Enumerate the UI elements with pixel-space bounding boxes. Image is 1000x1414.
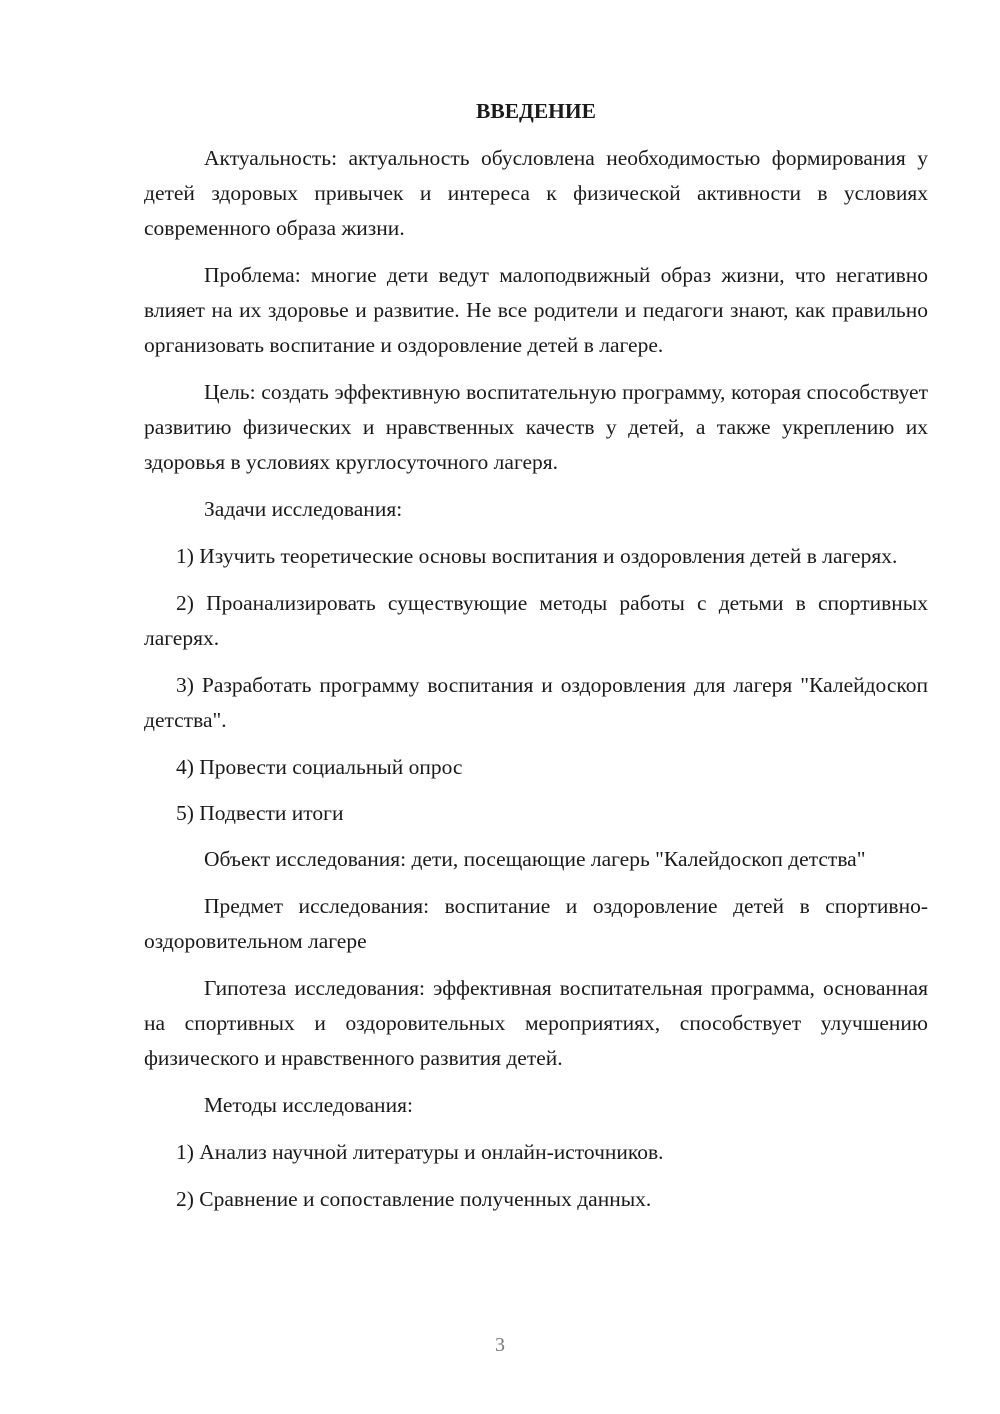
object-paragraph: Объект исследования: дети, посещающие лагерь "Калейдоскоп детства" <box>204 847 866 871</box>
hypothesis-paragraph: Гипотеза исследования: эффективная воспитательная программа, основанная на спортивных и оздоровительных мероприятиях, способствует улучшению физического и нравственного развития детей. <box>144 976 928 1070</box>
task-item-4: 4) Провести социальный опрос <box>176 755 463 779</box>
task-item-2: 2) Проанализировать существующие методы работы с детьми в спортивных лагерях. <box>144 591 928 650</box>
task-item-5: 5) Подвести итоги <box>176 801 344 825</box>
relevance-paragraph: Актуальность: актуальность обусловлена необходимостью формирования у детей здоровых привычек и интереса к физической активности в условиях современного образа жизни. <box>144 146 928 240</box>
task-item-1: 1) Изучить теоретические основы воспитания и оздоровления детей в лагерях. <box>176 544 898 568</box>
page-number: 3 <box>495 1334 505 1356</box>
problem-paragraph: Проблема: многие дети ведут малоподвижный образ жизни, что негативно влияет на их здоровье и развитие. Не все родители и педагоги знают, как правильно организовать воспитание и оздоровление детей в лагере. <box>144 263 928 357</box>
method-item-2: 2) Сравнение и сопоставление полученных данных. <box>176 1187 652 1211</box>
section-heading: ВВЕДЕНИЕ <box>476 99 596 123</box>
goal-paragraph: Цель: создать эффективную воспитательную программу, которая способствует развитию физических и нравственных качеств у детей, а также укреплению их здоровья в условиях круглосуточного лагеря. <box>144 380 928 474</box>
methods-title: Методы исследования: <box>204 1093 413 1117</box>
tasks-title: Задачи исследования: <box>204 497 403 521</box>
task-item-3: 3) Разработать программу воспитания и оздоровления для лагеря "Калейдоскоп детства". <box>144 673 928 732</box>
page-content <box>144 94 928 1229</box>
subject-paragraph: Предмет исследования: воспитание и оздоровление детей в спортивно-оздоровительном лагере <box>144 894 928 953</box>
method-item-1: 1) Анализ научной литературы и онлайн-источников. <box>176 1140 664 1164</box>
